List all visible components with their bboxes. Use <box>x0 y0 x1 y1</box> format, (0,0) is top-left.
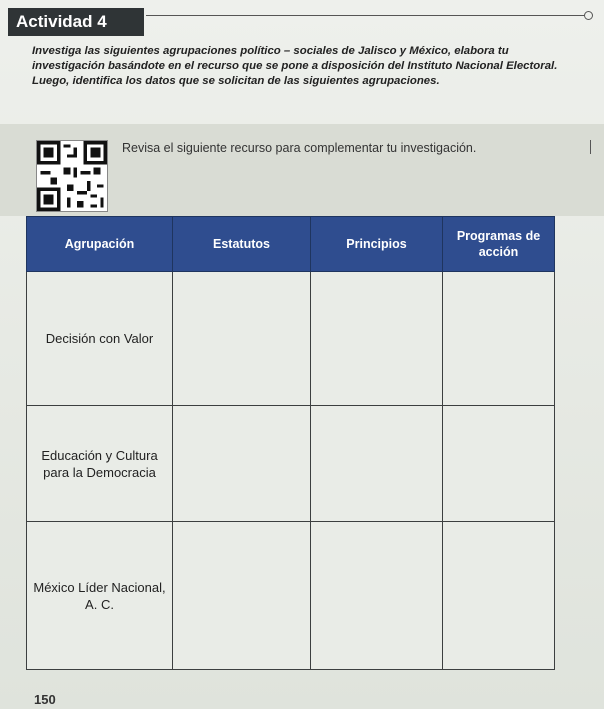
header-estatutos: Estatutos <box>173 217 311 272</box>
activity-title: Actividad 4 <box>8 8 144 36</box>
cell-principios[interactable] <box>311 272 443 406</box>
cell-programas[interactable] <box>443 406 555 522</box>
cell-programas[interactable] <box>443 272 555 406</box>
cell-agrupacion: Decisión con Valor <box>27 272 173 406</box>
table-row <box>27 272 555 406</box>
cell-estatutos[interactable] <box>173 406 311 522</box>
qr-code-icon[interactable] <box>36 140 108 212</box>
header-agrupacion: Agrupación <box>27 217 173 272</box>
cell-estatutos[interactable] <box>173 272 311 406</box>
cell-programas[interactable] <box>443 522 555 670</box>
header-principios: Principios <box>311 217 443 272</box>
instructions-text: Investiga las siguientes agrupaciones político – sociales de Jalisco y México, elabora tu investigación basándote en el recurso que se pone a disposición del Instituto Nacional Electoral. Luego, identifica los datos que se solicitan de las siguientes agrupaciones. <box>32 45 558 87</box>
research-table <box>26 216 555 670</box>
table-row <box>27 522 555 670</box>
cell-agrupacion: Educación y Cultura para la Democracia <box>27 406 173 522</box>
header-programas: Programas de acción <box>443 217 555 272</box>
page-number: 150 <box>34 692 56 707</box>
table-row <box>27 406 555 522</box>
header-rule <box>146 15 586 16</box>
table-header-row <box>27 217 555 272</box>
cell-principios[interactable] <box>311 522 443 670</box>
corner-mark <box>590 140 599 154</box>
cell-principios[interactable] <box>311 406 443 522</box>
header-rule-end-dot <box>584 11 593 20</box>
cell-agrupacion: México Líder Nacional, A. C. <box>27 522 173 670</box>
resource-text: Revisa el siguiente recurso para complementar tu investigación. <box>122 141 477 155</box>
cell-estatutos[interactable] <box>173 522 311 670</box>
